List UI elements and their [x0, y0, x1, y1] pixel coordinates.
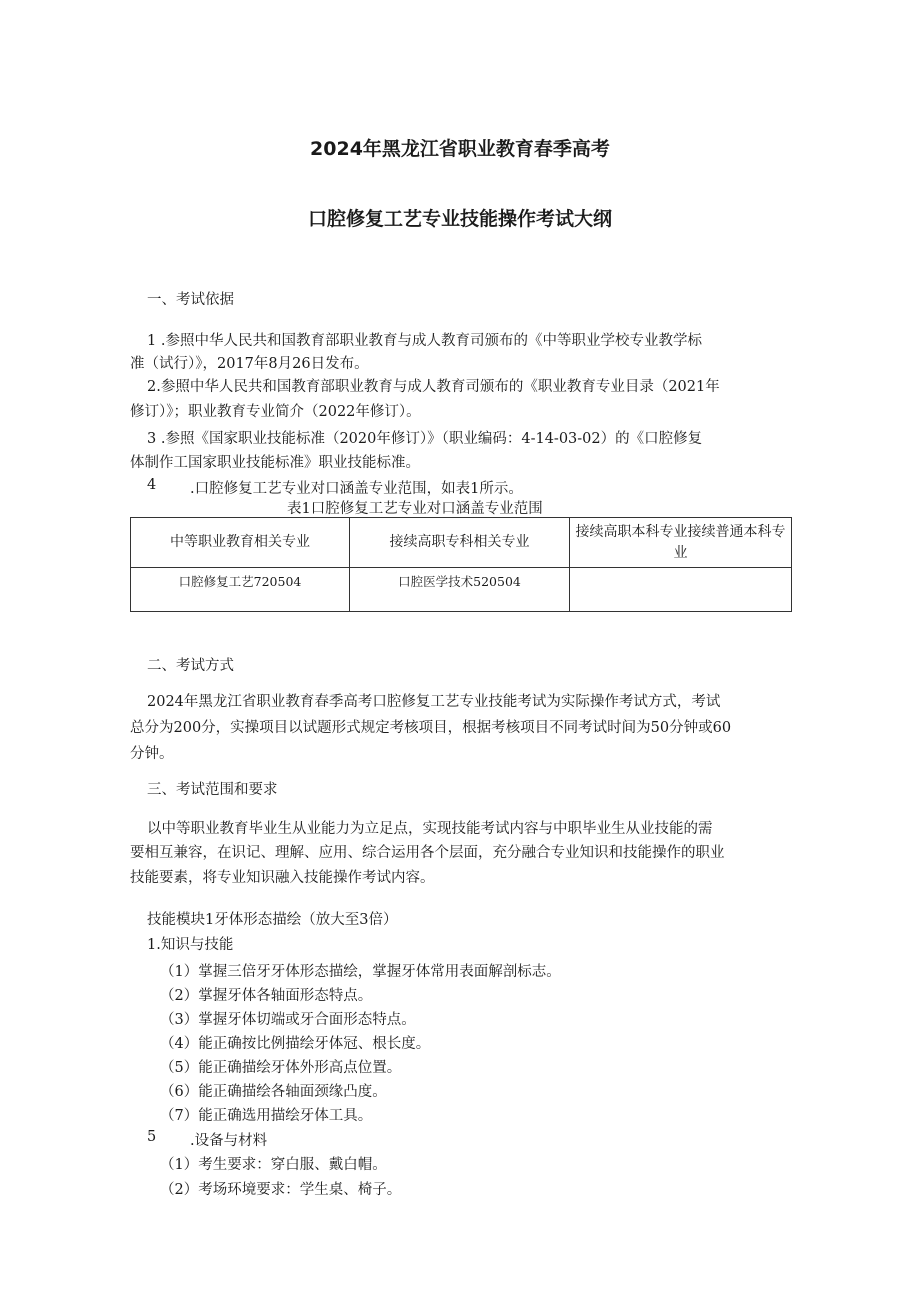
exam-scope-line1: 以中等职业教育毕业生从业能力为立足点，实现技能考试内容与中职毕业生从业技能的需: [147, 821, 713, 837]
major-scope-table: [130, 517, 792, 612]
module1-heading: 技能模块1牙体形态描绘（放大至3倍）: [147, 912, 398, 928]
table-header-cell: 接续高职专科相关专业: [350, 518, 570, 568]
basis-item4-text: .口腔修复工艺专业对口涵盖专业范围，如表1所示。: [190, 481, 523, 497]
list-item: （3）掌握牙体切端或牙合面形态特点。: [160, 1012, 416, 1028]
basis-item4-number: 4: [147, 477, 157, 493]
section1-heading: 一、考试依据: [147, 292, 234, 308]
list-item: （5）能正确描绘牙体外形高点位置。: [160, 1060, 402, 1076]
document-title-line2: 口腔修复工艺专业技能操作考试大纲: [307, 208, 612, 230]
list-item: （6）能正确描绘各轴面颈缘凸度。: [160, 1084, 387, 1100]
table-row: [131, 568, 792, 612]
table-cell: [570, 568, 792, 612]
basis-item2-line1: 2.参照中华人民共和国教育部职业教育与成人教育司颁布的《职业教育专业目录（2021年: [147, 379, 720, 395]
table-header-cell: 接续高职本科专业接续普通本科专业: [570, 518, 792, 568]
table-header-row: [131, 518, 792, 568]
basis-item3-line1: 3 .参照《国家职业技能标准（2020年修订）》（职业编码：4-14-03-02）的《口腔修复: [147, 431, 703, 447]
table-cell: 口腔修复工艺720504: [131, 568, 350, 612]
module1-sub2-number: 5: [147, 1129, 157, 1145]
exam-method-line3: 分钟。: [130, 746, 174, 762]
list-item: （2）掌握牙体各轴面形态特点。: [160, 988, 373, 1004]
module1-sub1: 1.知识与技能: [147, 937, 234, 953]
section3-heading: 三、考试范围和要求: [147, 782, 278, 798]
exam-scope-line3: 技能要素，将专业知识融入技能操作考试内容。: [130, 870, 435, 886]
basis-item1-line1: 1 .参照中华人民共和国教育部职业教育与成人教育司颁布的《中等职业学校专业教学标: [147, 333, 702, 349]
list-item: （7）能正确选用描绘牙体工具。: [160, 1108, 373, 1124]
exam-scope-line2: 要相互兼容，在识记、理解、应用、综合运用各个层面，充分融合专业知识和技能操作的职业: [130, 845, 725, 861]
list-item: （1）掌握三倍牙牙体形态描绘，掌握牙体常用表面解剖标志。: [160, 964, 561, 980]
basis-item3-line2: 体制作工国家职业技能标准》职业技能标准。: [130, 455, 420, 471]
exam-method-line1: 2024年黑龙江省职业教育春季高考口腔修复工艺专业技能考试为实际操作考试方式，考试: [147, 694, 721, 710]
section2-heading: 二、考试方式: [147, 658, 234, 674]
list-item: （4）能正确按比例描绘牙体冠、根长度。: [160, 1036, 431, 1052]
basis-item1-line2: 准（试行）》，2017年8月26日发布。: [130, 356, 369, 372]
table-cell: 口腔医学技术520504: [350, 568, 570, 612]
list-item: （1）考生要求：穿白服、戴白帽。: [160, 1157, 387, 1173]
table-caption: 表1口腔修复工艺专业对口涵盖专业范围: [287, 501, 543, 517]
basis-item2-line2: 修订）》；职业教育专业简介（2022年修订）。: [130, 404, 421, 420]
module1-sub2-text: .设备与材料: [190, 1133, 268, 1149]
table-header-cell: 中等职业教育相关专业: [131, 518, 350, 568]
document-title-line1: 2024年黑龙江省职业教育春季高考: [310, 138, 610, 160]
list-item: （2）考场环境要求：学生桌、椅子。: [160, 1182, 402, 1198]
exam-method-line2: 总分为200分，实操项目以试题形式规定考核项目，根据考核项目不同考试时间为50分钟或60: [130, 720, 732, 736]
